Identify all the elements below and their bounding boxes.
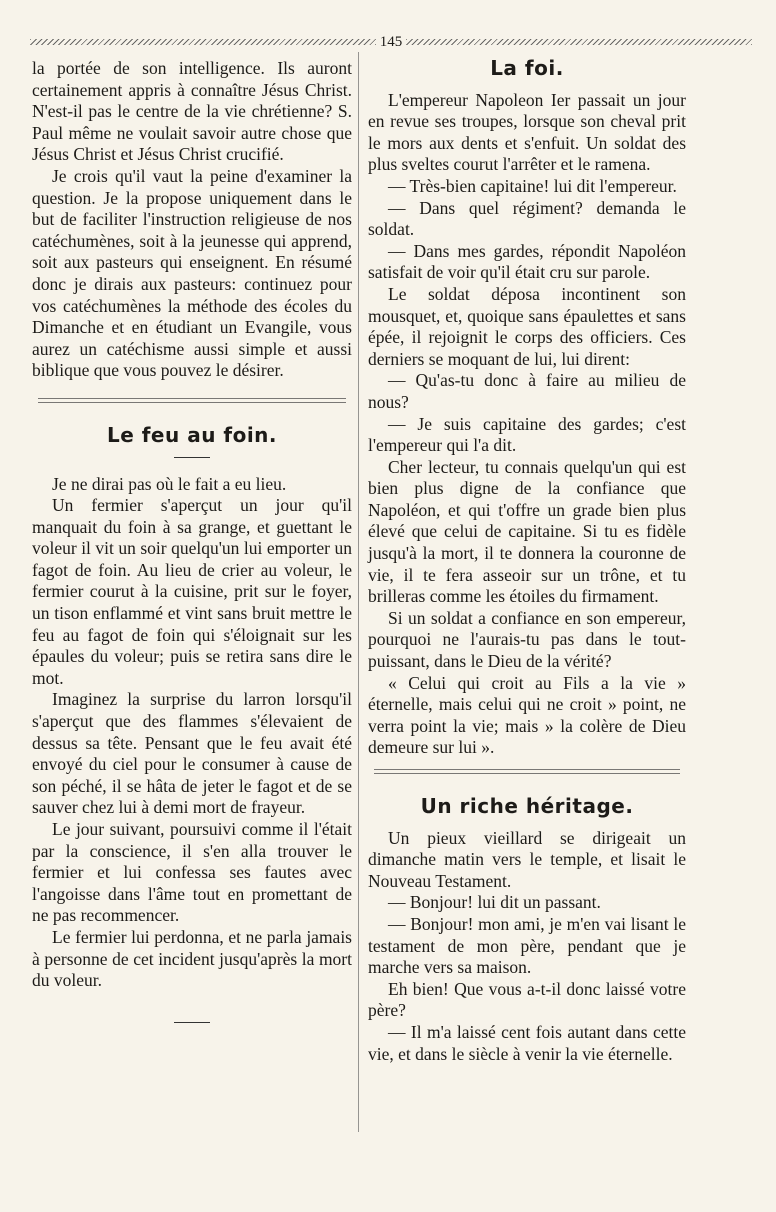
paragraph: la portée de son intelligence. Ils auront certainement appris à connaître Jésus Christ. N'est-il pas le centre de la vie chrétienne? S. Paul même ne voulait savoir autre chose que Jésus Christ et Jésus Christ crucifié. [32,58,352,165]
paragraph: Le soldat déposa incontinent son mousquet, et, quoique sans épaulettes et sans épée, il rejoignit le corps des officiers. Ces derniers se moquant de lui, lui dirent: [368,283,686,369]
ornamental-rule-left [30,39,376,45]
paragraph: — Il m'a laissé cent fois autant dans cette vie, et dans le siècle à venir la vie éternelle. [368,1021,686,1064]
paragraph: — Je suis capitaine des gardes; c'est l'empereur qui l'a dit. [368,413,686,456]
paragraph: Cher lecteur, tu connais quelqu'un qui est bien plus digne de la confiance que Napoléon, et qui t'offre un grade bien plus élevé que celui de capitaine. Si tu es fidèle jusqu'à la mort, il te donnera la couronne de vie, il te fera asseoir sur un trône, et tu brilleras comme les étoiles du firmament. [368,456,686,607]
paragraph: « Celui qui croit au Fils a la vie » éternelle, mais celui qui ne croit » point, ne verra point la vie; mais » la colère de Dieu demeure sur lui ». [368,672,686,758]
page-header [30,30,752,54]
paragraph: — Dans quel régiment? demanda le soldat. [368,197,686,240]
paragraph: — Dans mes gardes, répondit Napoléon satisfait de voir qu'il était cru sur parole. [368,240,686,283]
paragraph: Imaginez la surprise du larron lorsqu'il s'aperçut que des flammes s'élevaient de dessus sa tête. Pensant que le feu avait été envoyé du ciel pour le consumer à cause de son péché, il se hâta de jeter le fagot et de se sauver chez lui à demi mort de frayeur. [32,689,352,818]
paragraph: Je ne dirai pas où le fait a eu lieu. [52,473,287,494]
paragraph: Si un soldat a confiance en son empereur, pourquoi ne l'aurais-tu pas dans le tout-puissant, dans le Dieu de la vérité? [368,607,686,672]
paragraph: Je crois qu'il vaut la peine d'examiner la question. Je la propose uniquement dans le but de faciliter l'instruction religieuse de nos catéchumènes, soit à la jeunesse qui apprend, soit aux pasteurs qui enseignent. En résumé donc je dirais aux pasteurs: continuez pour vos catéchumènes la méthode des écoles du Dimanche et en étudiant un Evangile, vous aurez un catéchisme aussi simple et aussi biblique que vous pouvez le désirer. [32,165,352,381]
section-title: Le feu au foin. [106,422,278,447]
paragraph: Le jour suivant, poursuivi comme il l'était par la conscience, il s'en alla trouver le fermier et lui confessa ses fautes avec l'angoisse dans l'âme tout en promettant de ne pas recommencer. [32,819,352,926]
paragraph: Un fermier s'aperçut un jour qu'il manquait du foin à sa grange, et guettant le voleur il vit un soir quelqu'un lui emporter un fagot de foin. Au lieu de crier au voleur, le fermier courut à la cuisine, prit sur le foyer, un tison enflammé et vint sans bruit mettre le feu au fagot de foin qui s'éloignait sur les épaules du voleur; puis se retira sans dire le mot. [32,495,352,688]
section-divider [38,398,346,403]
ornamental-rule-right [406,39,752,45]
section-title: La foi. [490,56,564,80]
paragraph: — Très-bien capitaine! lui dit l'empereur. [388,175,677,196]
paragraph: — Bonjour! mon ami, je m'en vai lisant le testament de mon père, pendant que je marche vers sa maison. [368,913,686,978]
paragraph: Un pieux vieillard se dirigeait un dimanche matin vers le temple, et lisait le Nouveau Testament. [368,827,686,891]
paragraph: L'empereur Napoleon Ier passait un jour en revue ses troupes, lorsque son cheval prit le mors aux dents et s'enfuit. Un soldat des plus sveltes courut l'arrêter et le ramena. [368,89,686,175]
paragraph: — Bonjour! lui dit un passant. [388,892,601,913]
paragraph: — Qu'as-tu donc à faire au milieu de nous? [368,370,686,412]
paragraph: Eh bien! Que vous a-t-il donc laissé votre père? [368,978,686,1021]
column-divider [358,52,360,1132]
left-column [32,58,352,1023]
section-divider [374,769,680,774]
end-rule [174,1022,210,1023]
page-number: 145 [379,33,403,50]
paragraph: Le fermier lui perdonna, et ne parla jamais à personne de cet incident jusqu'après la mort du voleur. [32,926,352,991]
right-column [368,58,686,1065]
section-title: Un riche héritage. [420,794,634,818]
